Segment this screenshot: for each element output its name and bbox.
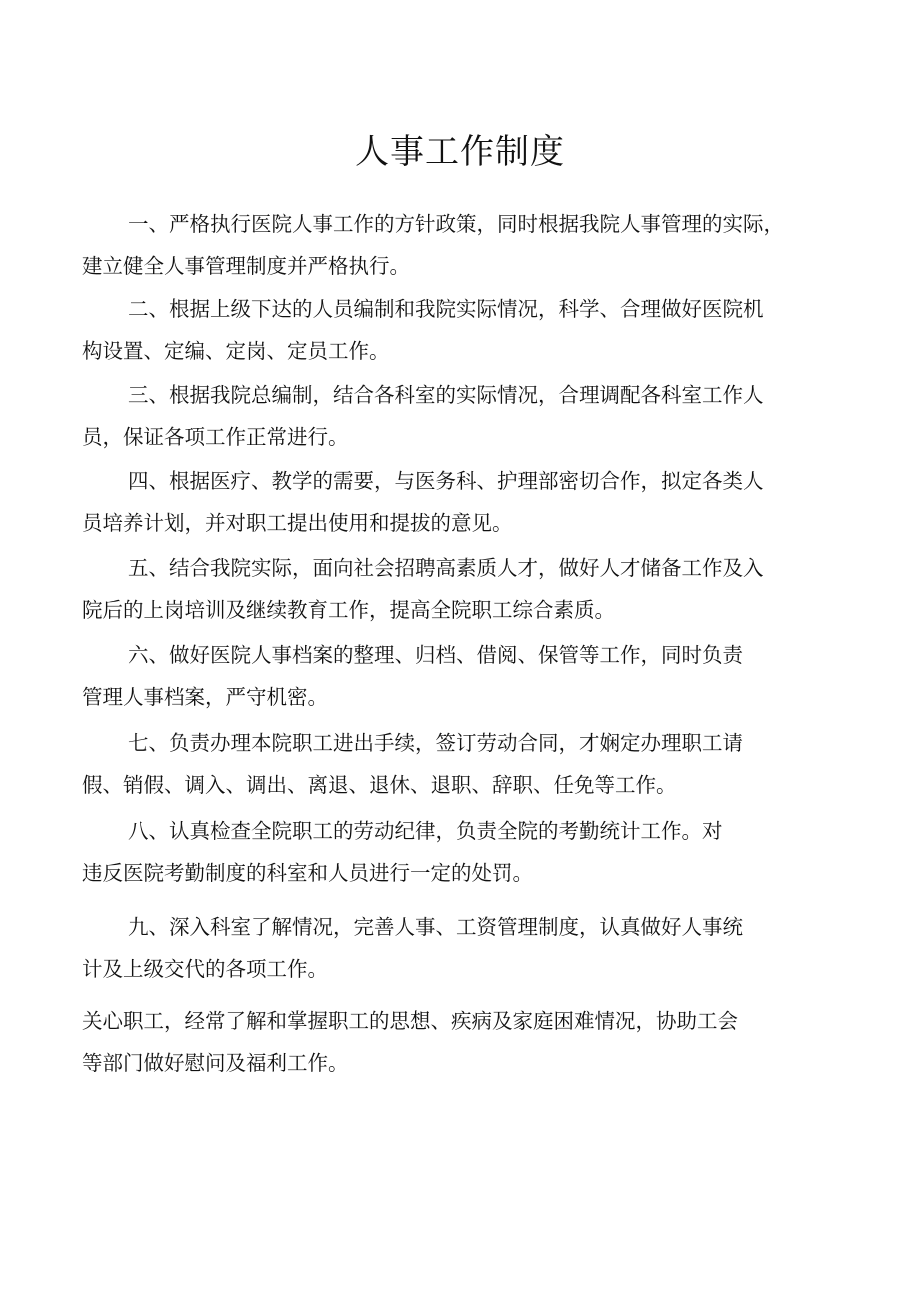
- paragraph-line: 九、深入科室了解情况，完善人事、工资管理制度，认真做好人事统: [128, 915, 743, 939]
- paragraph-5: [82, 547, 844, 631]
- paragraph-line: 院后的上岗培训及继续教育工作，提高全院职工综合素质。: [82, 598, 615, 622]
- paragraph-line: 三、根据我院总编制，结合各科室的实际情况，合理调配各科室工作人: [128, 383, 764, 407]
- paragraph-6: [82, 634, 844, 718]
- paragraph-line: 建立健全人事管理制度并严格执行。: [82, 254, 410, 278]
- paragraph-line: 五、结合我院实际，面向社会招聘高素质人才，做好人才储备工作及入: [128, 556, 764, 580]
- paragraph-line: 管理人事档案，严守机密。: [82, 685, 328, 709]
- paragraph-line: 二、根据上级下达的人员编制和我院实际情况，科学、合理做好医院机: [128, 297, 764, 321]
- paragraph-line: 违反医院考勤制度的科室和人员进行一定的处罚。: [82, 861, 533, 885]
- paragraph-line: 八、认真检查全院职工的劳动纪律，负责全院的考勤统计工作。对: [128, 819, 723, 843]
- paragraph-line: 四、根据医疗、教学的需要，与医务科、护理部密切合作，拟定各类人: [128, 469, 764, 493]
- paragraph-7: [82, 722, 844, 806]
- paragraph-8: [82, 810, 844, 894]
- paragraph-1: [82, 203, 844, 287]
- paragraph-9: [82, 906, 844, 990]
- paragraph-line: 一、严格执行医院人事工作的方针政策，同时根据我院人事管理的实际，: [128, 212, 784, 236]
- paragraph-line: 关心职工，经常了解和掌握职工的思想、疾病及家庭困难情况，协助工会: [82, 1009, 738, 1033]
- paragraph-line: 等部门做好慰问及福利工作。: [82, 1051, 349, 1075]
- paragraph-3: [82, 374, 844, 458]
- paragraph-line: 计及上级交代的各项工作。: [82, 957, 328, 981]
- page-title: 人事工作制度: [355, 132, 565, 172]
- paragraph-line: 员培养计划，并对职工提出使用和提拔的意见。: [82, 511, 513, 535]
- paragraph-line: 构设置、定编、定岗、定员工作。: [82, 339, 390, 363]
- paragraph-10: [82, 1000, 844, 1084]
- paragraph-line: 七、负责办理本院职工进出手续，签订劳动合同，才娴定办理职工请: [128, 731, 743, 755]
- paragraph-line: 六、做好医院人事档案的整理、归档、借阅、保管等工作，同时负责: [128, 643, 743, 667]
- paragraph-2: [82, 288, 844, 372]
- paragraph-line: 员，保证各项工作正常进行。: [82, 425, 349, 449]
- paragraph-4: [82, 460, 844, 544]
- paragraph-line: 假、销假、调入、调出、离退、退休、退职、辞职、任免等工作。: [82, 773, 677, 797]
